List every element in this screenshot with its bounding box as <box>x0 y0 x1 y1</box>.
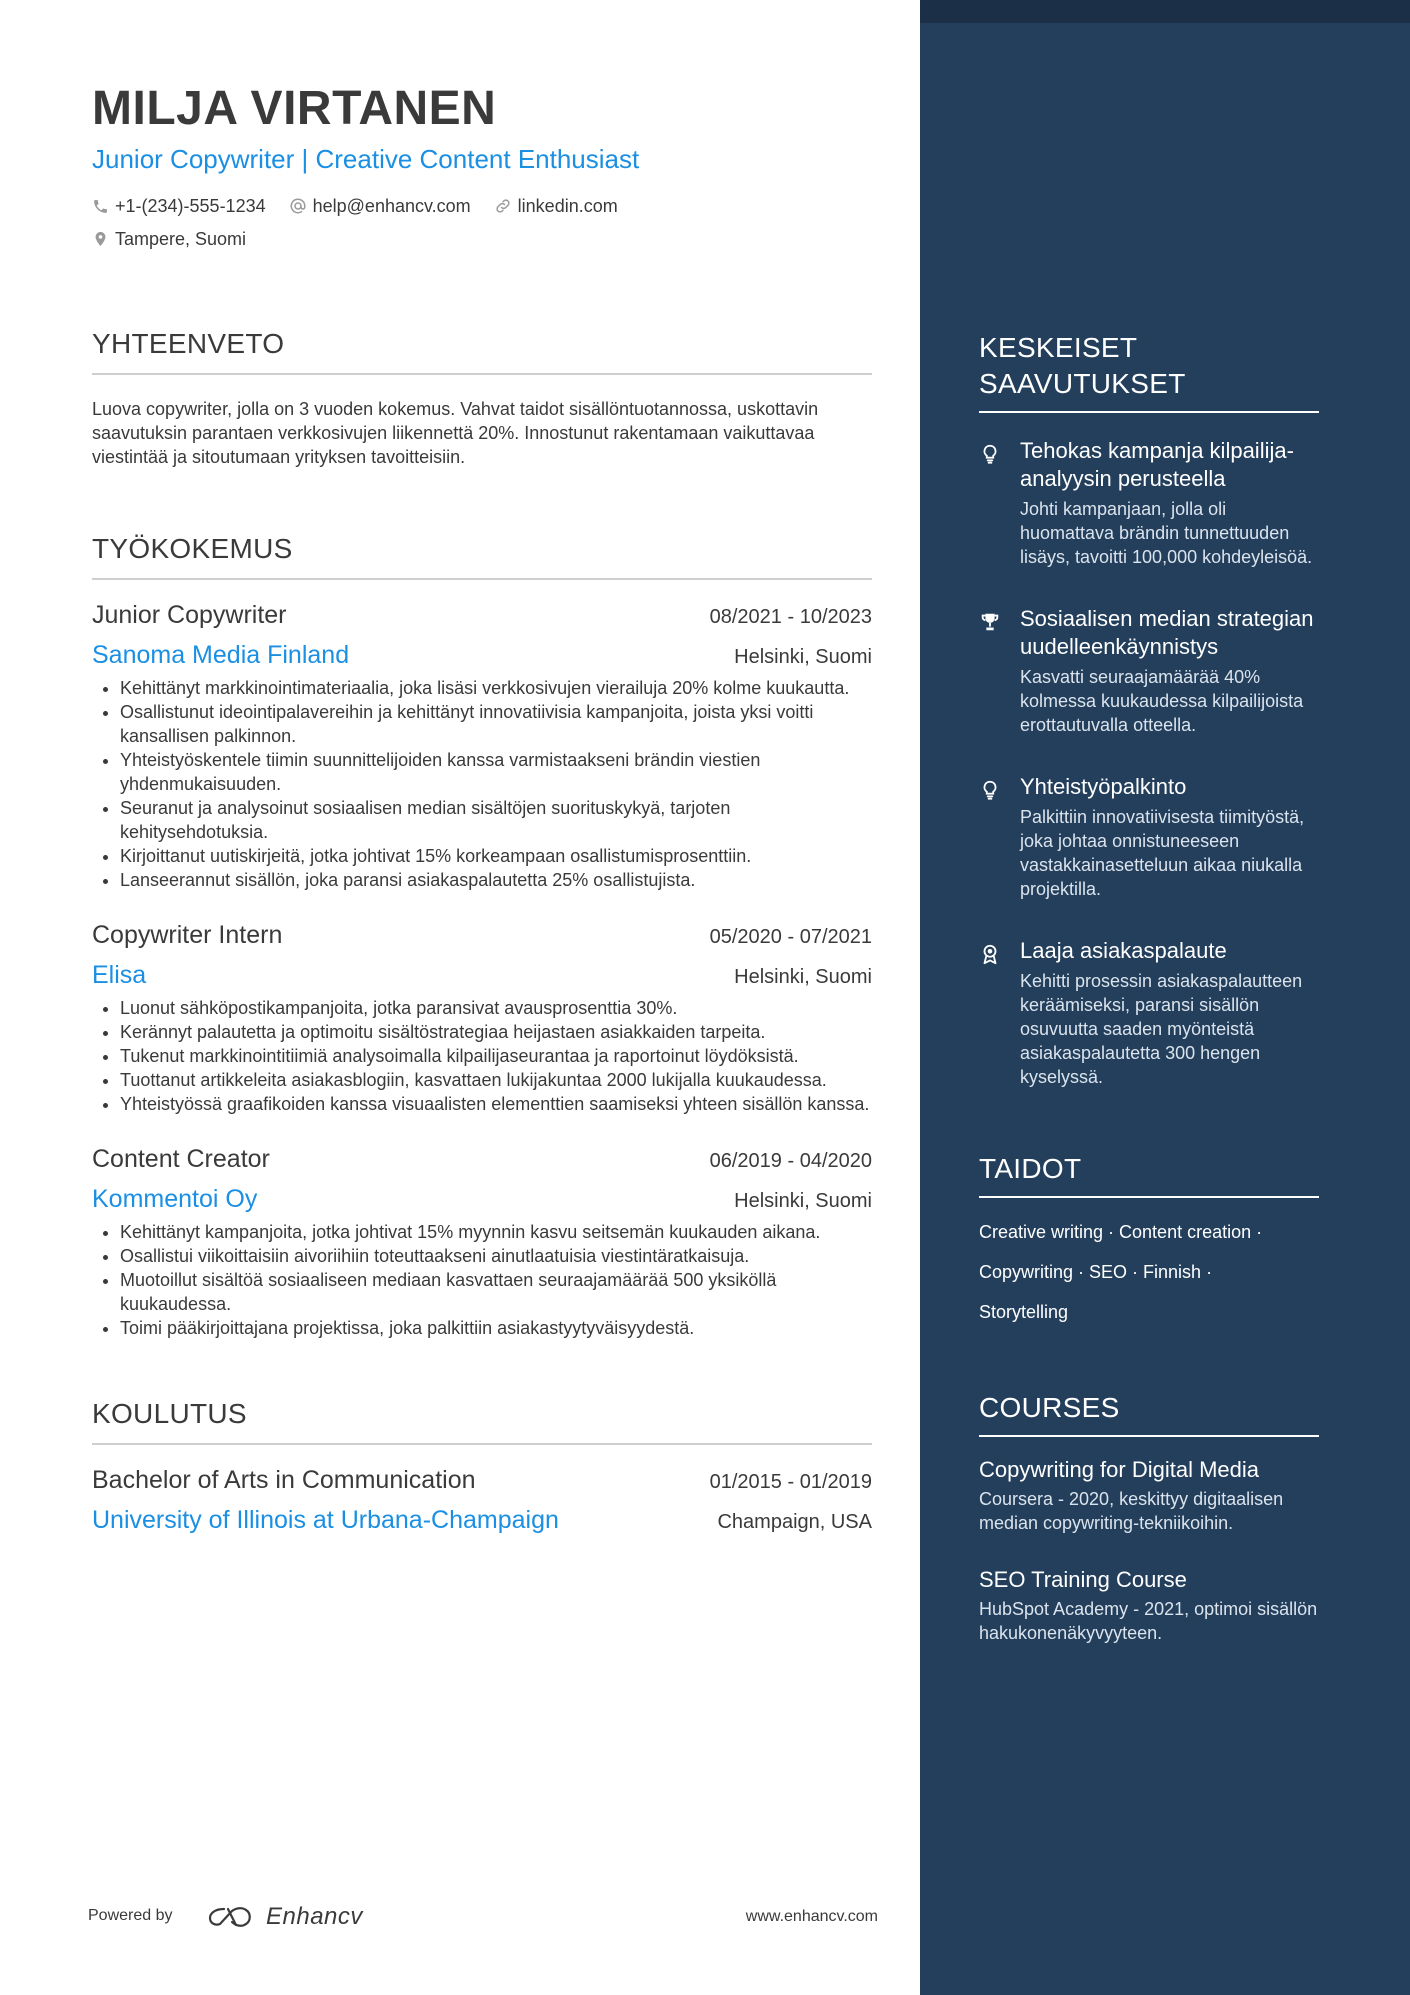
education-dates: 01/2015 - 01/2019 <box>709 1471 872 1493</box>
summary-text: Luova copywriter, jolla on 3 vuoden kokemus. Vahvat taidot sisällöntuotannossa, uskottavin saavutuksin parantaen verkkosivujen liikennettä 20%. Innostunut rakentamaan vaikuttavaa viestintää ja sitoutumaan yrityksen tavoitteisiin. <box>92 399 819 467</box>
degree-title: Bachelor of Arts in Communication <box>92 1466 476 1494</box>
achievement-desc: Johti kampanjaan, jolla oli huomattava brändin tunnettuuden lisäys, tavoitti 100,000 kohdeyleisöä. <box>1020 499 1313 567</box>
skills-heading: TAIDOT <box>979 1151 1319 1198</box>
bullet-item: • Tuottanut artikkeleita asiakasblogiin, kasvattaen lukijakuntaa 2000 lukijalla kuukaudessa. <box>120 1068 872 1092</box>
course-desc: HubSpot Academy - 2021, optimoi sisällön hakukonenäkyvyyteen. <box>979 1599 1318 1643</box>
achievements-heading: KESKEISET SAAVUTUKSET <box>979 330 1319 413</box>
location-text: Tampere, Suomi <box>115 229 247 249</box>
contact-info <box>92 190 872 256</box>
summary-heading: YHTEENVETO <box>92 326 872 375</box>
bullet-item: • Osallistui viikoittaisiin aivoriihiin toteuttaakseni ainutlaatuisia viestintäratkaisuja. <box>120 1244 872 1268</box>
achievement-title: Sosiaalisen median strategian uudelleenkäynnistys <box>1020 606 1314 659</box>
bullet-item: • Toimi pääkirjoittajana projektissa, joka palkittiin asiakastyytyväisyydestä. <box>120 1316 872 1340</box>
experience-section <box>92 531 872 1340</box>
sidebar-content <box>979 330 1319 1675</box>
experience-heading: TYÖKOKEMUS <box>92 531 872 580</box>
company-name[interactable]: Kommentoi Oy <box>92 1185 258 1213</box>
course-item <box>979 1565 1319 1645</box>
bullet-item: • Yhteistyössä graafikoiden kanssa visuaalisten elementtien saamiseksi yhteen sisällön kanssa. <box>120 1092 872 1116</box>
job-bullets <box>92 996 872 1116</box>
education-location: Champaign, USA <box>717 1511 872 1533</box>
achievement-item <box>979 437 1319 569</box>
linkedin-text: linkedin.com <box>517 196 618 216</box>
skills-line: Copywriting · SEO · Finnish · <box>979 1262 1213 1282</box>
job-title: Content Creator <box>92 1145 270 1173</box>
job-dates: 06/2019 - 04/2020 <box>709 1150 872 1172</box>
phone-icon <box>92 198 109 215</box>
bullet-item: • Kehittänyt markkinointimateriaalia, joka lisäsi verkkosivujen vierailuja 20% kolme kuukautta. <box>120 676 872 700</box>
course-desc: Coursera - 2020, keskittyy digitaalisen median copywriting-tekniikoihin. <box>979 1489 1284 1533</box>
job-location: Helsinki, Suomi <box>734 966 872 988</box>
bullet-item: • Muotoillut sisältöä sosiaaliseen mediaan kasvattaen seuraajamäärää 500 yksiköllä kuukaudessa. <box>120 1268 872 1316</box>
footer <box>88 1900 878 1936</box>
job-title: Junior Copywriter <box>92 601 287 629</box>
achievement-item <box>979 773 1319 901</box>
main-column <box>92 78 872 1537</box>
job-location: Helsinki, Suomi <box>734 646 872 668</box>
contact-location <box>92 223 246 256</box>
sidebar-top-bar <box>920 0 1410 23</box>
skills-section <box>979 1151 1319 1332</box>
bullet-item: • Osallistunut ideointipalavereihin ja kehittänyt innovatiivisia kampanjoita, joista yksi voitti kansallisen palkinnon. <box>120 700 872 748</box>
course-title: SEO Training Course <box>979 1567 1187 1592</box>
course-item <box>979 1455 1319 1535</box>
bullet-item: • Yhteistyöskentele tiimin suunnittelijoiden kanssa varmistaakseni brändin viestien yhdenmukaisuuden. <box>120 748 872 796</box>
bullet-item: • Kehittänyt kampanjoita, jotka johtivat 15% myynnin kasvu seitsemän kuukauden aikana. <box>120 1220 872 1244</box>
link-icon <box>494 197 512 215</box>
powered-by-label: Powered by <box>88 1907 173 1924</box>
achievement-title: Tehokas kampanja kilpailija-analyysin perusteella <box>1020 438 1294 491</box>
achievement-desc: Kehitti prosessin asiakaspalautteen keräämiseksi, paransi sisällön osuvuutta saaden myönteistä asiakaspalautetta 300 hengen kyselyssä. <box>1020 971 1303 1087</box>
lightbulb-icon <box>979 442 1001 466</box>
contact-phone[interactable] <box>92 190 266 223</box>
email-text: help@enhancv.com <box>312 196 471 216</box>
job-dates: 05/2020 - 07/2021 <box>709 926 872 948</box>
bullet-item: • Kirjoittanut uutiskirjeitä, jotka johtivat 15% korkeampaan osallistumisprosenttiin. <box>120 844 872 868</box>
skills-line: Creative writing · Content creation · <box>979 1222 1263 1242</box>
job-entry <box>92 598 872 892</box>
bullet-item: • Luonut sähköpostikampanjoita, jotka paransivat avausprosenttia 30%. <box>120 996 872 1020</box>
job-location: Helsinki, Suomi <box>734 1190 872 1212</box>
job-title: Copywriter Intern <box>92 921 283 949</box>
job-dates: 08/2021 - 10/2023 <box>709 606 872 628</box>
contact-email[interactable] <box>289 190 471 223</box>
candidate-name: MILJA VIRTANEN <box>92 82 497 135</box>
skills-line: Storytelling <box>979 1302 1069 1322</box>
achievement-desc: Palkittiin innovatiivisesta tiimityöstä, joka johtaa onnistuneeseen vastakkainasetteluun aikaa niukalla projektilla. <box>1020 807 1305 899</box>
job-entry <box>92 918 872 1116</box>
job-bullets <box>92 1220 872 1340</box>
bullet-item: • Seuranut ja analysoinut sosiaalisen median sisältöjen suorituskykyä, tarjoten kehitysehdotuksia. <box>120 796 872 844</box>
sidebar <box>920 0 1410 1995</box>
education-heading: KOULUTUS <box>92 1396 872 1445</box>
job-entry <box>92 1142 872 1340</box>
job-bullets <box>92 676 872 892</box>
achievement-item <box>979 605 1319 737</box>
trophy-icon <box>979 610 1001 634</box>
contact-linkedin[interactable] <box>494 190 618 223</box>
footer-brand[interactable]: Enhancv <box>266 1903 363 1930</box>
courses-heading: COURSES <box>979 1390 1319 1437</box>
bullet-item: • Kerännyt palautetta ja optimoitu sisältöstrategiaa heijastaen asiakkaiden tarpeita. <box>120 1020 872 1044</box>
location-pin-icon <box>92 230 109 248</box>
school-name[interactable]: University of Illinois at Urbana-Champaign <box>92 1506 559 1534</box>
courses-section <box>979 1390 1319 1645</box>
phone-text: +1-(234)-555-1234 <box>115 196 266 216</box>
candidate-role: Junior Copywriter | Creative Content Enthusiast <box>92 144 640 174</box>
achievement-title: Yhteistyöpalkinto <box>1020 774 1187 799</box>
education-section <box>92 1396 872 1537</box>
achievement-title: Laaja asiakaspalaute <box>1020 938 1227 963</box>
lightbulb-icon <box>979 778 1001 802</box>
enhancv-logo-icon[interactable] <box>206 1900 256 1934</box>
at-icon <box>289 197 307 215</box>
bullet-item: • Tukenut markkinointitiimiä analysoimalla kilpailijaseurantaa ja raportoinut löydöksistä. <box>120 1044 872 1068</box>
company-name[interactable]: Sanoma Media Finland <box>92 641 350 669</box>
course-title: Copywriting for Digital Media <box>979 1457 1259 1482</box>
achievement-item <box>979 937 1319 1089</box>
bullet-item: • Lanseerannut sisällön, joka paransi asiakaspalautetta 25% osallistujista. <box>120 868 872 892</box>
footer-website[interactable]: www.enhancv.com <box>745 1908 878 1925</box>
award-icon <box>979 942 1001 966</box>
summary-section <box>92 326 872 469</box>
achievement-desc: Kasvatti seuraajamäärää 40% kolmessa kuukaudessa kilpailijoista erottautuvalla otteella. <box>1020 667 1304 735</box>
company-name[interactable]: Elisa <box>92 961 147 989</box>
